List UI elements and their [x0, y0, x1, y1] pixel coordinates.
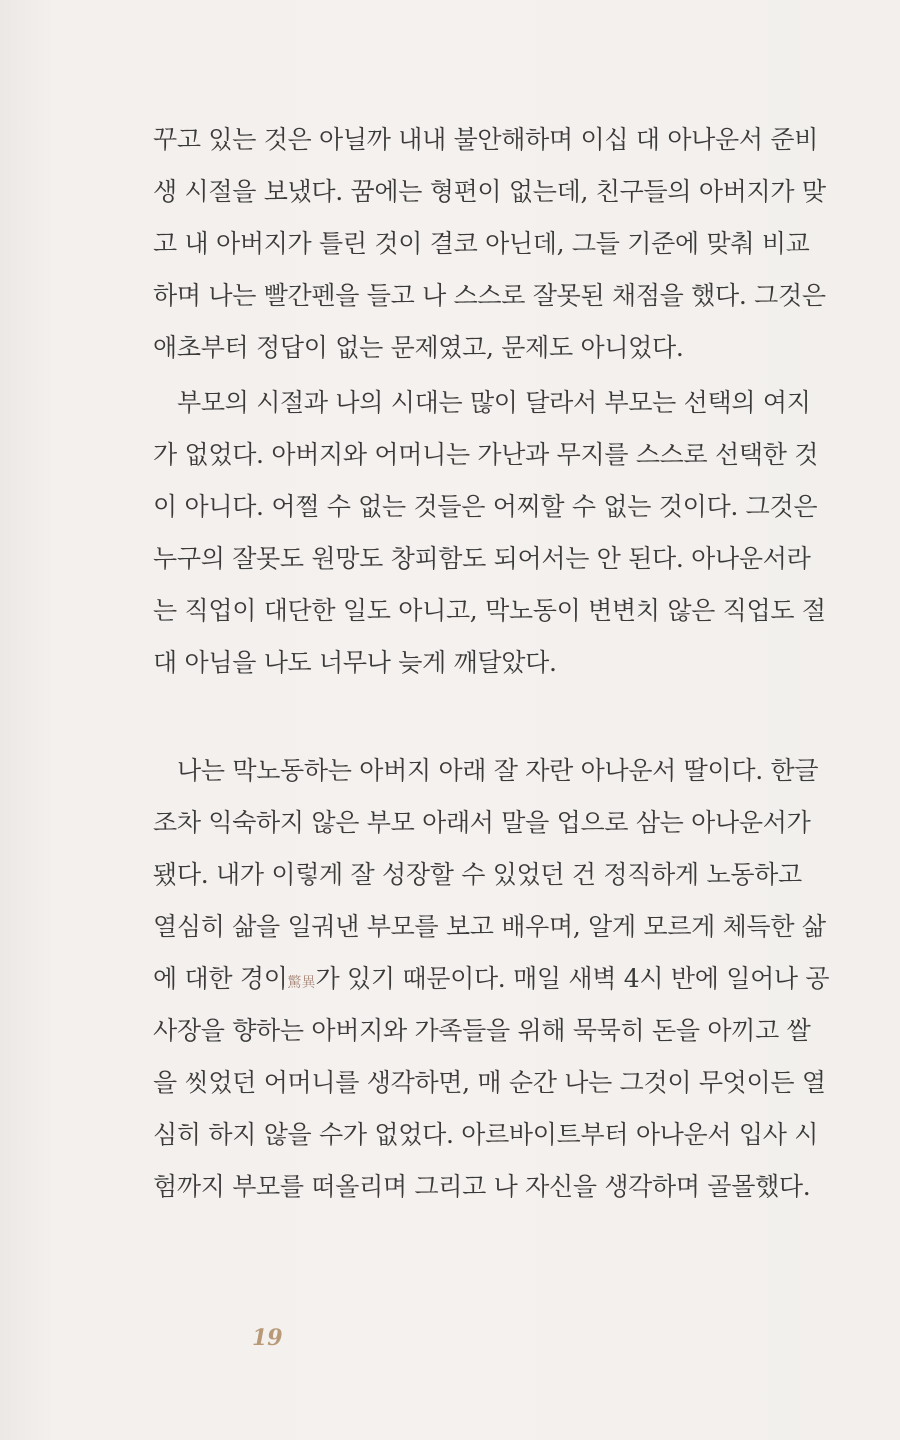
- text-line: 가 없었다. 아버지와 어머니는 가난과 무지를 스스로 선택한 것: [153, 440, 819, 469]
- text-line: 꾸고 있는 것은 아닐까 내내 불안해하며 이십 대 아나운서 준비: [153, 125, 819, 154]
- text-line: 됐다. 내가 이렇게 잘 성장할 수 있었던 건 정직하게 노동하고: [153, 860, 802, 889]
- text-segment: 에 대한 경이: [153, 964, 288, 993]
- text-line: 애초부터 정답이 없는 문제였고, 문제도 아니었다.: [153, 333, 684, 362]
- paragraph-3: [153, 745, 830, 1213]
- text-line: 열심히 삶을 일궈낸 부모를 보고 배우며, 알게 모르게 체득한 삶: [153, 912, 826, 941]
- text-segment: 가 있기 때문이다. 매일 새벽 4시 반에 일어나 공: [315, 964, 830, 993]
- page-number: 19: [252, 1325, 283, 1351]
- text-line: 조차 익숙하지 않은 부모 아래서 말을 업으로 삼는 아나운서가: [153, 808, 811, 837]
- text-line: 생 시절을 보냈다. 꿈에는 형편이 없는데, 친구들의 아버지가 맞: [153, 177, 826, 206]
- paragraph-1: [153, 114, 826, 374]
- text-line: 나는 막노동하는 아버지 아래 잘 자란 아나운서 딸이다. 한글: [177, 756, 819, 785]
- paragraph-2: [153, 377, 826, 689]
- text-line: 험까지 부모를 떠올리며 그리고 나 자신을 생각하며 골몰했다.: [153, 1172, 811, 1201]
- text-line: 는 직업이 대단한 일도 아니고, 막노동이 변변치 않은 직업도 절: [153, 596, 826, 625]
- text-line: 심히 하지 않을 수가 없었다. 아르바이트부터 아나운서 입사 시: [153, 1120, 819, 1149]
- text-line-with-hanja: [153, 953, 830, 1005]
- text-line: 을 씻었던 어머니를 생각하면, 매 순간 나는 그것이 무엇이든 열: [153, 1068, 826, 1097]
- text-line: 대 아님을 나도 너무나 늦게 깨달았다.: [153, 648, 557, 677]
- text-line: 사장을 향하는 아버지와 가족들을 위해 묵묵히 돈을 아끼고 쌀: [153, 1016, 811, 1045]
- text-line: 이 아니다. 어쩔 수 없는 것들은 어찌할 수 없는 것이다. 그것은: [153, 492, 818, 521]
- hanja-annotation: 驚異: [287, 975, 316, 991]
- text-line: 부모의 시절과 나의 시대는 많이 달라서 부모는 선택의 여지: [177, 388, 811, 417]
- text-line: 하며 나는 빨간펜을 들고 나 스스로 잘못된 채점을 했다. 그것은: [153, 281, 826, 310]
- text-line: 고 내 아버지가 틀린 것이 결코 아닌데, 그들 기준에 맞춰 비교: [153, 229, 810, 258]
- text-line: 누구의 잘못도 원망도 창피함도 되어서는 안 된다. 아나운서라: [153, 544, 811, 573]
